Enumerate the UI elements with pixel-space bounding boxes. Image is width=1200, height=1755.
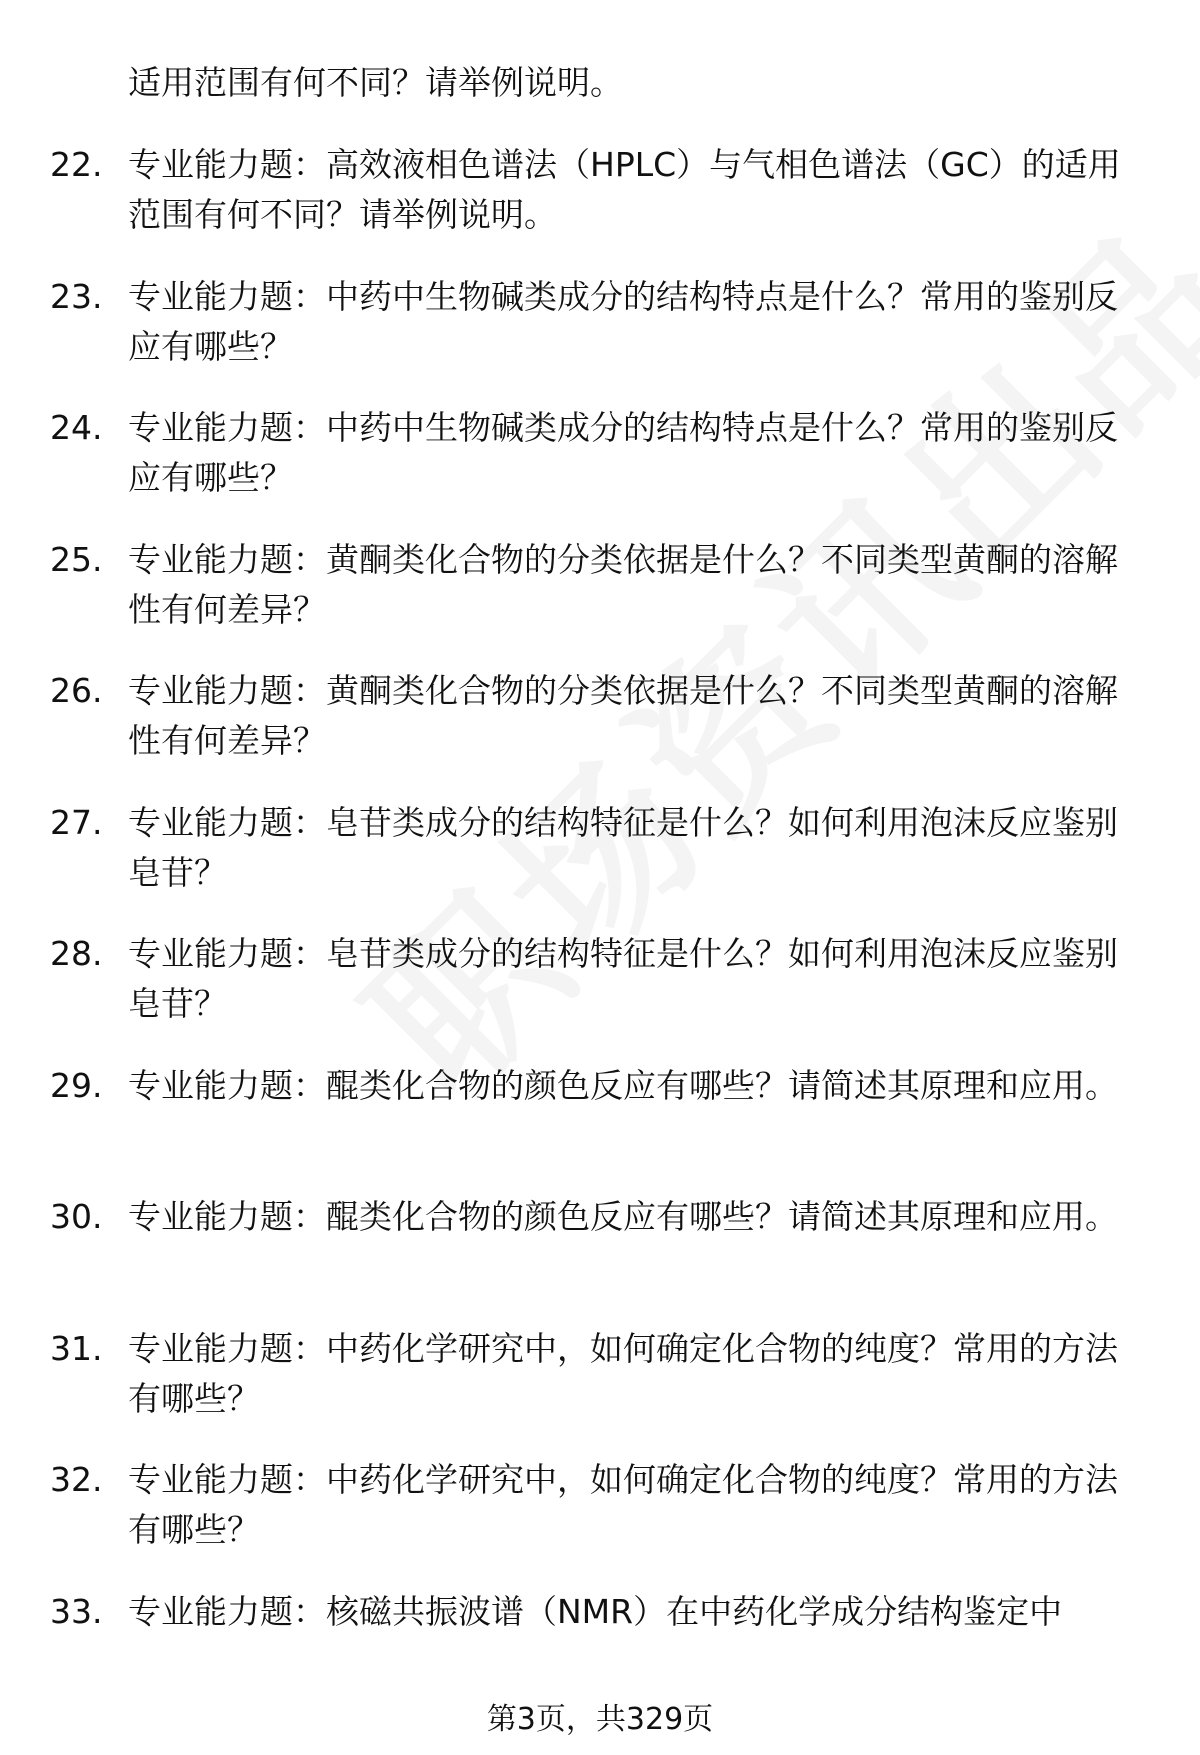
page-footer: 第3页，共329页 <box>486 1702 714 1737</box>
continued-question-text: 适用范围有何不同？请举例说明。 <box>128 63 623 102</box>
question-item <box>0 666 1200 798</box>
question-text: 专业能力题：皂苷类成分的结构特征是什么？如何利用泡沫反应鉴别皂苷？ <box>128 934 1118 1023</box>
question-text: 专业能力题：皂苷类成分的结构特征是什么？如何利用泡沫反应鉴别皂苷？ <box>128 802 1118 892</box>
question-number: 30. <box>50 1197 103 1236</box>
question-text: 专业能力题：黄酮类化合物的分类依据是什么？不同类型黄酮的溶解性有何差异？ <box>128 539 1118 629</box>
question-item <box>0 1455 1200 1587</box>
question-text: 专业能力题：醌类化合物的颜色反应有哪些？请简述其原理和应用。 <box>128 1065 1118 1105</box>
question-text: 专业能力题：中药中生物碱类成分的结构特点是什么？常用的鉴别反应有哪些？ <box>128 408 1118 497</box>
question-item <box>0 535 1200 667</box>
question-number: 24. <box>50 408 103 447</box>
question-item <box>0 1587 1200 1719</box>
question-item <box>0 403 1200 535</box>
question-number: 25. <box>50 539 103 579</box>
question-number: 26. <box>50 671 103 710</box>
question-item <box>0 272 1200 404</box>
question-number: 22. <box>50 145 103 184</box>
question-number: 23. <box>50 276 103 316</box>
question-number: 28. <box>50 934 103 973</box>
question-number: 29. <box>50 1065 103 1105</box>
question-text: 专业能力题：中药化学研究中，如何确定化合物的纯度？常用的方法有哪些？ <box>128 1328 1118 1418</box>
question-item <box>0 1192 1200 1324</box>
question-list <box>0 140 1200 1718</box>
question-number: 31. <box>50 1328 103 1368</box>
question-text: 专业能力题：中药化学研究中，如何确定化合物的纯度？常用的方法有哪些？ <box>128 1460 1118 1549</box>
question-number: 32. <box>50 1460 103 1499</box>
question-item <box>0 1324 1200 1456</box>
question-text: 专业能力题：高效液相色谱法（HPLC）与气相色谱法（GC）的适用范围有何不同？请举例说明。 <box>128 145 1121 234</box>
question-item <box>0 140 1200 272</box>
question-text: 专业能力题：中药中生物碱类成分的结构特点是什么？常用的鉴别反应有哪些？ <box>128 276 1118 366</box>
question-item <box>0 798 1200 930</box>
question-text: 专业能力题：核磁共振波谱（NMR）在中药化学成分结构鉴定中 <box>128 1591 1063 1631</box>
question-text: 专业能力题：醌类化合物的颜色反应有哪些？请简述其原理和应用。 <box>128 1197 1118 1236</box>
question-number: 33. <box>50 1591 103 1631</box>
question-text: 专业能力题：黄酮类化合物的分类依据是什么？不同类型黄酮的溶解性有何差异？ <box>128 671 1118 760</box>
question-item <box>0 929 1200 1061</box>
question-number: 27. <box>50 802 103 842</box>
question-item <box>0 1061 1200 1193</box>
